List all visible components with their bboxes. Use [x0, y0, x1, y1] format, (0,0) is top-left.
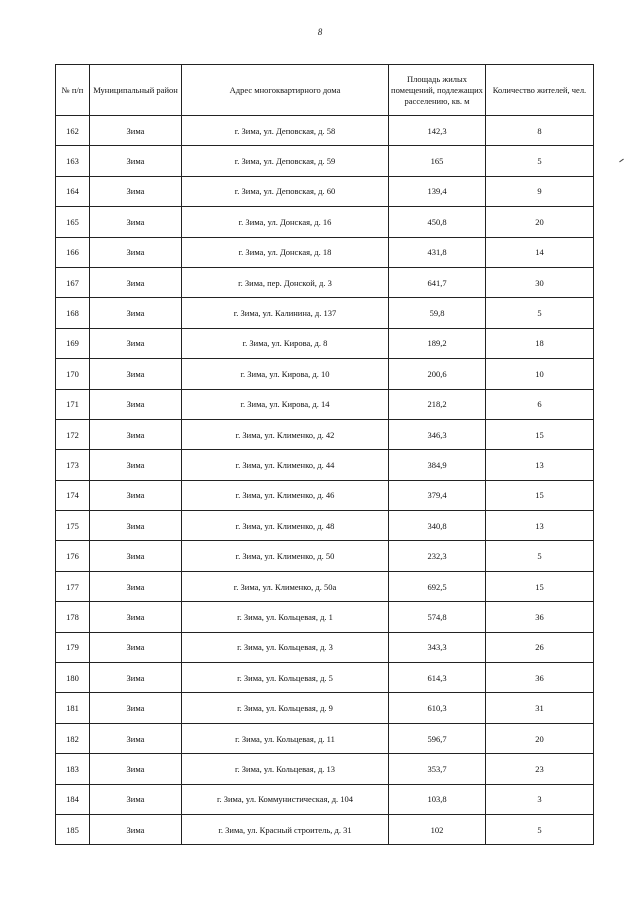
cell-num: 173: [56, 450, 90, 480]
header-district: Муниципальный район: [90, 65, 182, 116]
cell-residents: 3: [486, 784, 594, 814]
cell-num: 178: [56, 602, 90, 632]
cell-district: Зима: [90, 267, 182, 297]
cell-area: 139,4: [389, 176, 486, 206]
cell-residents: 20: [486, 207, 594, 237]
table-row: [56, 450, 594, 480]
table-body: [56, 116, 594, 845]
cell-num: 180: [56, 663, 90, 693]
cell-residents: 9: [486, 176, 594, 206]
table-row: [56, 116, 594, 146]
cell-district: Зима: [90, 511, 182, 541]
table-row: [56, 511, 594, 541]
cell-district: Зима: [90, 116, 182, 146]
cell-num: 165: [56, 207, 90, 237]
table-row: [56, 267, 594, 297]
table-row: [56, 359, 594, 389]
cell-address: г. Зима, пер. Донской, д. 3: [182, 267, 389, 297]
cell-residents: 5: [486, 541, 594, 571]
cell-district: Зима: [90, 328, 182, 358]
header-area: Площадь жилых помещений, подлежащих расселению, кв. м: [389, 65, 486, 116]
table-row: [56, 602, 594, 632]
cell-address: г. Зима, ул. Клименко, д. 50: [182, 541, 389, 571]
table-row: [56, 784, 594, 814]
table-row: [56, 480, 594, 510]
table-row: [56, 298, 594, 328]
cell-address: г. Зима, ул. Кольцевая, д. 1: [182, 602, 389, 632]
page-number: 8: [317, 27, 323, 37]
table-row: [56, 663, 594, 693]
cell-residents: 13: [486, 450, 594, 480]
cell-num: 171: [56, 389, 90, 419]
cell-residents: 5: [486, 298, 594, 328]
cell-address: г. Зима, ул. Клименко, д. 50а: [182, 571, 389, 601]
cell-district: Зима: [90, 663, 182, 693]
cell-residents: 15: [486, 480, 594, 510]
cell-residents: 15: [486, 419, 594, 449]
cell-district: Зима: [90, 632, 182, 662]
cell-area: 574,8: [389, 602, 486, 632]
cell-address: г. Зима, ул. Кирова, д. 14: [182, 389, 389, 419]
cell-area: 346,3: [389, 419, 486, 449]
cell-num: 169: [56, 328, 90, 358]
cell-district: Зима: [90, 480, 182, 510]
table-row: [56, 723, 594, 753]
cell-address: г. Зима, ул. Калинина, д. 137: [182, 298, 389, 328]
cell-residents: 26: [486, 632, 594, 662]
cell-residents: 6: [486, 389, 594, 419]
table-row: [56, 207, 594, 237]
cell-address: г. Зима, ул. Кольцевая, д. 11: [182, 723, 389, 753]
cell-district: Зима: [90, 571, 182, 601]
stray-mark: [619, 159, 624, 163]
cell-address: г. Зима, ул. Клименко, д. 48: [182, 511, 389, 541]
cell-residents: 13: [486, 511, 594, 541]
table-row: [56, 146, 594, 176]
cell-area: 189,2: [389, 328, 486, 358]
cell-area: 232,3: [389, 541, 486, 571]
cell-residents: 36: [486, 663, 594, 693]
cell-address: г. Зима, ул. Кольцевая, д. 13: [182, 754, 389, 784]
cell-area: 343,3: [389, 632, 486, 662]
cell-address: г. Зима, ул. Клименко, д. 46: [182, 480, 389, 510]
cell-num: 170: [56, 359, 90, 389]
cell-area: 59,8: [389, 298, 486, 328]
cell-address: г. Зима, ул. Кирова, д. 10: [182, 359, 389, 389]
cell-address: г. Зима, ул. Красный строитель, д. 31: [182, 814, 389, 844]
cell-residents: 23: [486, 754, 594, 784]
cell-area: 450,8: [389, 207, 486, 237]
table-row: [56, 571, 594, 601]
cell-address: г. Зима, ул. Донская, д. 18: [182, 237, 389, 267]
cell-area: 610,3: [389, 693, 486, 723]
header-row: [56, 65, 594, 116]
cell-district: Зима: [90, 541, 182, 571]
cell-address: г. Зима, ул. Деповская, д. 59: [182, 146, 389, 176]
cell-residents: 10: [486, 359, 594, 389]
table-row: [56, 419, 594, 449]
cell-num: 174: [56, 480, 90, 510]
header-address: Адрес многоквартирного дома: [182, 65, 389, 116]
cell-num: 168: [56, 298, 90, 328]
table-row: [56, 541, 594, 571]
cell-address: г. Зима, ул. Кольцевая, д. 9: [182, 693, 389, 723]
housing-table: [55, 64, 594, 845]
table-row: [56, 176, 594, 206]
table-row: [56, 389, 594, 419]
cell-address: г. Зима, ул. Коммунистическая, д. 104: [182, 784, 389, 814]
header-num: № п/п: [56, 65, 90, 116]
cell-num: 179: [56, 632, 90, 662]
cell-address: г. Зима, ул. Деповская, д. 58: [182, 116, 389, 146]
cell-area: 596,7: [389, 723, 486, 753]
cell-num: 184: [56, 784, 90, 814]
cell-area: 340,8: [389, 511, 486, 541]
cell-district: Зима: [90, 693, 182, 723]
cell-address: г. Зима, ул. Донская, д. 16: [182, 207, 389, 237]
cell-district: Зима: [90, 602, 182, 632]
table-row: [56, 632, 594, 662]
table-header: [56, 65, 594, 116]
cell-district: Зима: [90, 298, 182, 328]
cell-area: 614,3: [389, 663, 486, 693]
cell-residents: 20: [486, 723, 594, 753]
cell-area: 103,8: [389, 784, 486, 814]
table-row: [56, 328, 594, 358]
cell-area: 641,7: [389, 267, 486, 297]
cell-residents: 5: [486, 814, 594, 844]
cell-residents: 31: [486, 693, 594, 723]
cell-area: 353,7: [389, 754, 486, 784]
cell-num: 185: [56, 814, 90, 844]
cell-residents: 36: [486, 602, 594, 632]
cell-area: 218,2: [389, 389, 486, 419]
cell-address: г. Зима, ул. Кирова, д. 8: [182, 328, 389, 358]
table-row: [56, 237, 594, 267]
header-residents: Количество жителей, чел.: [486, 65, 594, 116]
cell-residents: 30: [486, 267, 594, 297]
cell-num: 182: [56, 723, 90, 753]
cell-num: 167: [56, 267, 90, 297]
cell-address: г. Зима, ул. Клименко, д. 44: [182, 450, 389, 480]
cell-area: 102: [389, 814, 486, 844]
cell-area: 692,5: [389, 571, 486, 601]
cell-address: г. Зима, ул. Кольцевая, д. 3: [182, 632, 389, 662]
cell-address: г. Зима, ул. Кольцевая, д. 5: [182, 663, 389, 693]
cell-district: Зима: [90, 146, 182, 176]
cell-area: 200,6: [389, 359, 486, 389]
table-row: [56, 693, 594, 723]
cell-district: Зима: [90, 419, 182, 449]
cell-residents: 18: [486, 328, 594, 358]
cell-num: 166: [56, 237, 90, 267]
table-row: [56, 754, 594, 784]
cell-area: 384,9: [389, 450, 486, 480]
cell-num: 175: [56, 511, 90, 541]
cell-district: Зима: [90, 359, 182, 389]
cell-residents: 8: [486, 116, 594, 146]
cell-district: Зима: [90, 814, 182, 844]
cell-num: 164: [56, 176, 90, 206]
cell-area: 142,3: [389, 116, 486, 146]
cell-district: Зима: [90, 176, 182, 206]
cell-area: 379,4: [389, 480, 486, 510]
cell-num: 172: [56, 419, 90, 449]
cell-residents: 15: [486, 571, 594, 601]
cell-address: г. Зима, ул. Деповская, д. 60: [182, 176, 389, 206]
cell-district: Зима: [90, 723, 182, 753]
table-row: [56, 814, 594, 844]
cell-num: 163: [56, 146, 90, 176]
cell-residents: 14: [486, 237, 594, 267]
cell-area: 165: [389, 146, 486, 176]
cell-district: Зима: [90, 237, 182, 267]
cell-district: Зима: [90, 389, 182, 419]
cell-num: 162: [56, 116, 90, 146]
cell-num: 183: [56, 754, 90, 784]
cell-district: Зима: [90, 784, 182, 814]
cell-district: Зима: [90, 754, 182, 784]
cell-district: Зима: [90, 450, 182, 480]
cell-num: 176: [56, 541, 90, 571]
cell-residents: 5: [486, 146, 594, 176]
cell-address: г. Зима, ул. Клименко, д. 42: [182, 419, 389, 449]
cell-area: 431,8: [389, 237, 486, 267]
cell-district: Зима: [90, 207, 182, 237]
cell-num: 177: [56, 571, 90, 601]
cell-num: 181: [56, 693, 90, 723]
